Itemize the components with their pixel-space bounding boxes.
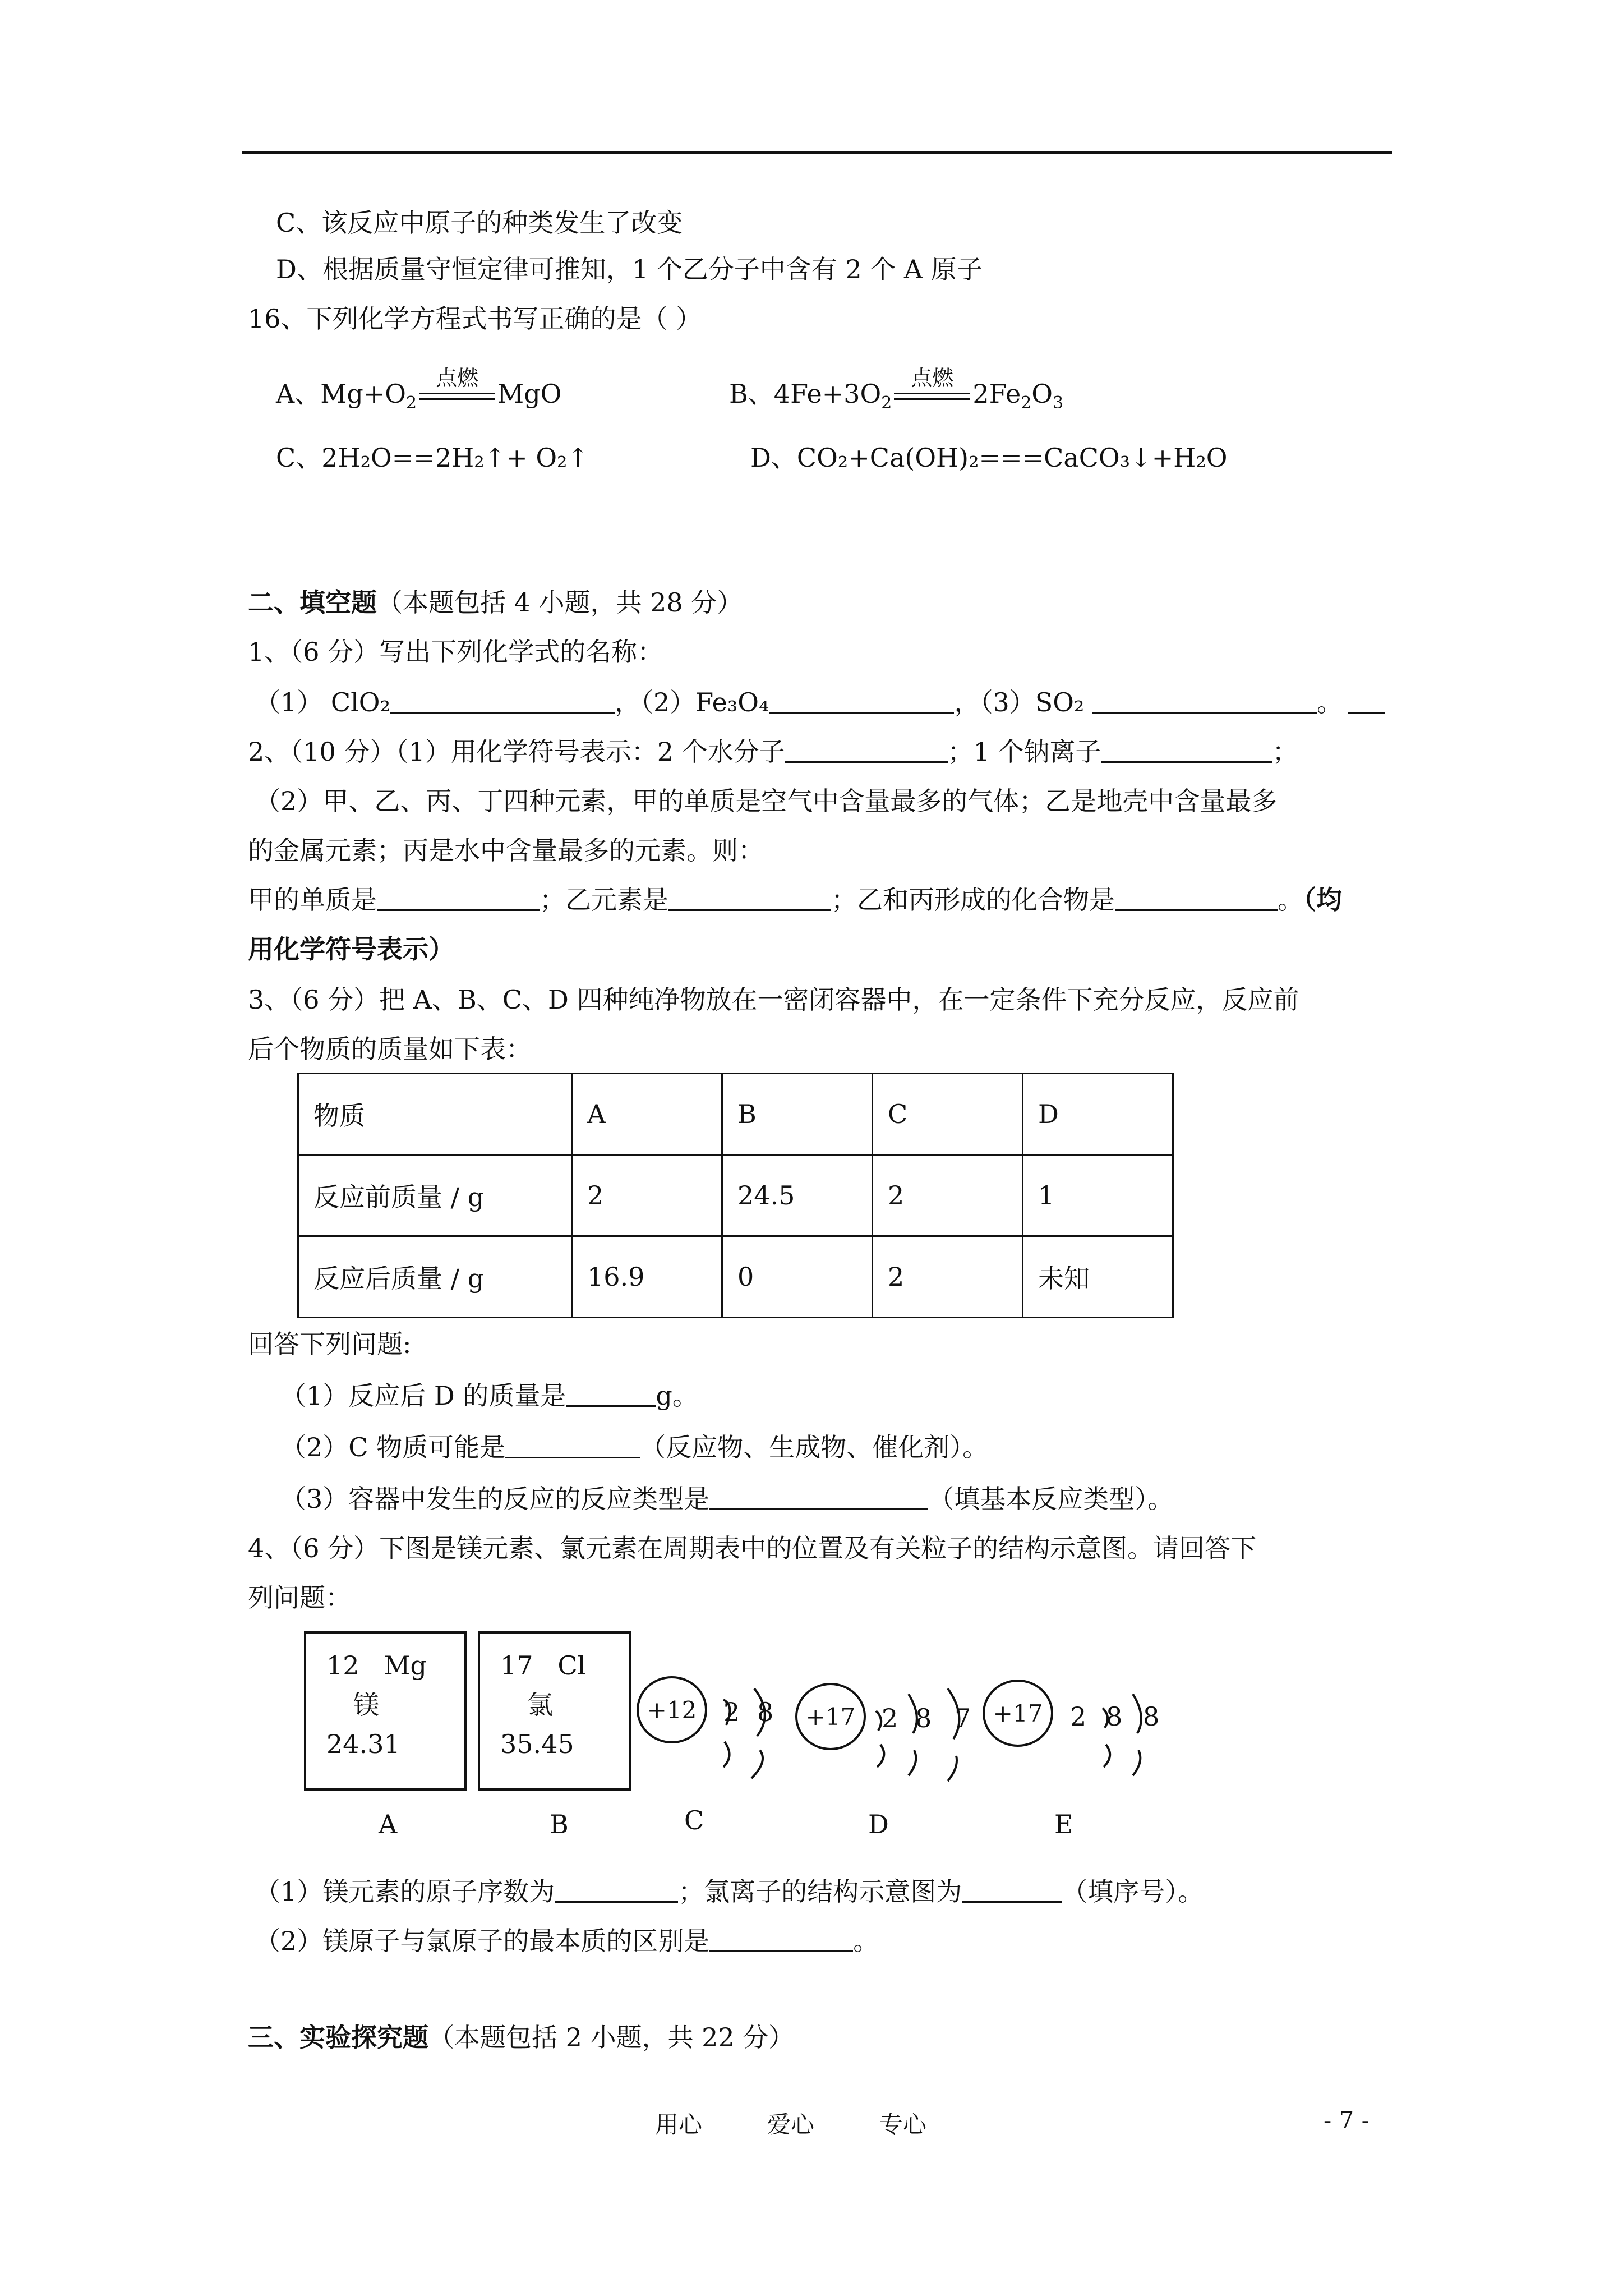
section-3-heading: 三、实验探究题（本题包括 2 小题，共 22 分） <box>248 2022 795 2053</box>
p3-answer-prompt: 回答下列问题: <box>248 1329 412 1359</box>
p4-q1: （1）镁元素的原子序数为 ；氯离子的结构示意图为 （填序号）。 <box>255 1876 1204 1907</box>
q16-option-a: A、$Mg+O_2$ 点燃 MgO <box>276 366 562 413</box>
answer-blank[interactable] <box>1092 688 1317 714</box>
figure-label-a: A <box>379 1809 398 1839</box>
answer-blank[interactable] <box>709 1927 853 1952</box>
p3-line1: 3、（6 分）把 A、B、C、D 四种纯净物放在一密闭容器中，在一定条件下充分反应，反应前 <box>248 984 1299 1015</box>
answer-blank[interactable] <box>566 1382 656 1407</box>
electron-count: 8 <box>757 1697 774 1727</box>
nucleus-d: +17 <box>795 1683 866 1750</box>
table-row <box>298 1155 1173 1236</box>
table-cell: 16.9 <box>572 1236 722 1318</box>
answer-blank[interactable] <box>1115 886 1278 911</box>
p4-q2: （2）镁原子与氯原子的最本质的区别是 。 <box>255 1926 879 1956</box>
table-cell: 2 <box>873 1155 1023 1236</box>
p2-line4: 甲的单质是 ；乙元素是 ；乙和丙形成的化合物是 。（均 <box>248 885 1342 915</box>
answer-blank[interactable] <box>377 886 540 911</box>
answer-blank[interactable] <box>769 688 954 714</box>
figure-label-e: E <box>1054 1809 1073 1839</box>
footer-text: 用心 <box>655 2111 703 2138</box>
electron-count: 2 <box>1070 1701 1087 1732</box>
answer-blank[interactable] <box>1101 738 1272 763</box>
answer-blank[interactable] <box>785 738 948 763</box>
answer-blank[interactable] <box>1348 688 1385 714</box>
p3-line2: 后个物质的质量如下表： <box>248 1034 532 1064</box>
electron-count: 2 <box>723 1697 740 1727</box>
p3-q3: （3）容器中发生的反应的反应类型是 （填基本反应类型）。 <box>280 1484 1174 1514</box>
table-cell: 反应后质量 / g <box>298 1236 572 1318</box>
q15-option-c: C、该反应中原子的种类发生了改变 <box>276 208 683 238</box>
table-header-cell: 物质 <box>298 1074 572 1155</box>
mass-table <box>297 1073 1174 1318</box>
element-card-cl: 17 Cl 氯 35.45 <box>478 1631 631 1791</box>
table-row <box>298 1074 1173 1155</box>
table-header-cell: A <box>572 1074 722 1155</box>
p1-items: （1） ClO₂ ，（2）Fe₃O₄ ，（3）SO₂ 。 <box>255 684 1385 720</box>
electron-count: 8 <box>1143 1701 1160 1732</box>
figure-label-d: D <box>868 1809 889 1839</box>
element-card-mg: 12 Mg 镁 24.31 <box>304 1631 467 1791</box>
section-2-heading: 二、填空题（本题包括 4 小题，共 28 分） <box>248 587 743 618</box>
electron-count: 7 <box>955 1703 971 1733</box>
table-header-cell: C <box>873 1074 1023 1155</box>
answer-blank[interactable] <box>709 1485 928 1510</box>
p1-stem: 1、（6 分）写出下列化学式的名称： <box>248 637 663 667</box>
p3-q2: （2）C 物质可能是 （反应物、生成物、催化剂）。 <box>280 1432 989 1462</box>
table-cell: 0 <box>722 1236 873 1318</box>
table-cell: 1 <box>1023 1155 1173 1236</box>
condition-mark: 点燃 <box>894 377 970 411</box>
table-row <box>298 1236 1173 1318</box>
footer-text: 爱心 <box>767 2111 815 2138</box>
table-cell: 反应前质量 / g <box>298 1155 572 1236</box>
p2-line3: 的金属元素；丙是水中含量最多的元素。则： <box>248 835 764 866</box>
page-number: - 7 - <box>1324 2106 1370 2134</box>
q16-option-b: B、$4Fe+3O_2$ 点燃 $2Fe_2O_3$ <box>729 366 1064 413</box>
p4-line1: 4、（6 分）下图是镁元素、氯元素在周期表中的位置及有关粒子的结构示意图。请回答下 <box>248 1533 1257 1563</box>
p2-line1: 2、（10 分）（1）用化学符号表示：2 个水分子 ；1 个钠离子 ； <box>248 737 1298 767</box>
answer-blank[interactable] <box>962 1878 1062 1903</box>
electron-count: 8 <box>915 1703 932 1733</box>
table-cell: 未知 <box>1023 1236 1173 1318</box>
nucleus-e: +17 <box>983 1680 1053 1747</box>
q15-option-d: D、根据质量守恒定律可推知，1 个乙分子中含有 2 个 A 原子 <box>276 254 983 284</box>
table-cell: 24.5 <box>722 1155 873 1236</box>
answer-blank[interactable] <box>505 1433 640 1458</box>
p2-line5: 用化学符号表示） <box>248 934 454 964</box>
answer-blank[interactable] <box>390 688 615 714</box>
nucleus-c: +12 <box>637 1676 707 1743</box>
p2-line2: （2）甲、乙、丙、丁四种元素，甲的单质是空气中含量最多的气体；乙是地壳中含量最多 <box>255 786 1278 816</box>
table-header-cell: B <box>722 1074 873 1155</box>
answer-blank[interactable] <box>555 1878 678 1903</box>
answer-blank[interactable] <box>668 886 831 911</box>
footer-text: 专心 <box>879 2111 927 2138</box>
q16-option-d: D、CO₂+Ca(OH)₂===CaCO₃↓+H₂O <box>750 443 1228 473</box>
figure-label-c: C <box>684 1805 704 1835</box>
condition-mark: 点燃 <box>419 377 495 411</box>
table-header-cell: D <box>1023 1074 1173 1155</box>
figure-label-b: B <box>550 1809 569 1839</box>
p4-line2: 列问题： <box>248 1582 351 1613</box>
q16-option-c: C、2H₂O==2H₂↑+ O₂↑ <box>276 443 589 473</box>
electron-count: 2 <box>882 1703 898 1733</box>
table-cell: 2 <box>873 1236 1023 1318</box>
header-rule <box>242 151 1392 154</box>
p3-q1: （1）反应后 D 的质量是 g。 <box>280 1381 698 1411</box>
electron-count: 8 <box>1106 1701 1123 1732</box>
table-cell: 2 <box>572 1155 722 1236</box>
q16-stem: 16、下列化学方程式书写正确的是（ ） <box>248 303 702 334</box>
